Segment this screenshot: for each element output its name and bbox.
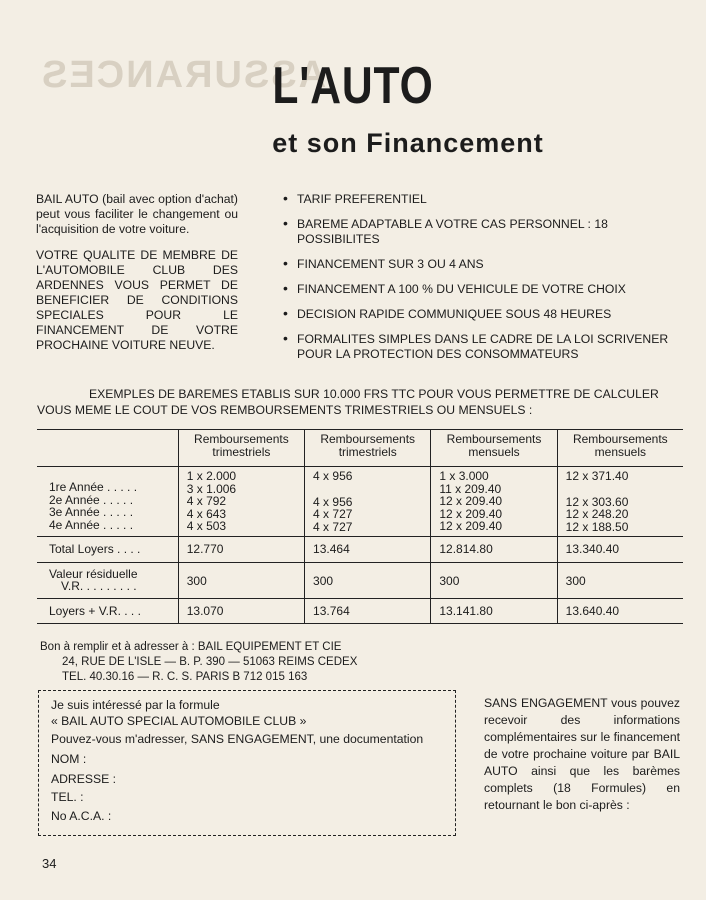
table-cell: 300 [178,562,304,598]
cell-spacer [313,483,422,496]
benefit-item: • FINANCEMENT A 100 % DU VEHICULE DE VOTRE CHOIX [283,282,678,297]
table-cell: 13.070 [178,598,304,624]
table-row [37,467,683,537]
benefit-item: • TARIF PREFERENTIEL [283,192,678,207]
table-cell: 300 [305,562,431,598]
table-header-cell: Remboursements trimestriels [305,430,431,467]
table-cell: 12.814.80 [431,537,557,563]
side-note: SANS ENGAGEMENT vous pouvez recevoir des informations complémentaires sur le financement de votre prochaine voiture par BAIL AUTO ainsi que les barèmes complets (18 Formules) en retournant le bon ci-après : [484,696,680,812]
phone-field[interactable]: TEL. : [51,790,84,804]
benefits-list [283,192,678,372]
row-label: Loyers + V.R. . . . [37,598,178,624]
benefit-item: • FORMALITES SIMPLES DANS LE CADRE DE LA LOI SCRIVENER POUR LA PROTECTION DES CONSOMMATEURS [283,332,678,362]
coupon-line: Pouvez-vous m'adresser, SANS ENGAGEMENT, une documentation [51,732,424,746]
cell-line: 12 x 209.40 [439,519,503,533]
cell-line: 4 x 727 [313,507,353,521]
cell-line: 12 x 371.40 [565,469,629,483]
examples-intro [37,386,683,418]
rates-table [37,429,683,624]
cell-line: 4 x 792 [186,494,227,508]
page-title: L'AUTO [272,57,434,115]
year-label: 2e Année . . . . . [49,492,134,507]
table-header-cell [37,430,178,467]
coupon-line: Je suis intéressé par la formule [51,698,220,712]
benefit-item: • FINANCEMENT SUR 3 OU 4 ANS [283,257,678,272]
table-cell: 13.340.40 [557,537,683,563]
page-subtitle: et son Financement [272,128,544,158]
table-cell [178,467,304,537]
intro-paragraph-1: BAIL AUTO (bail avec option d'achat) peut vous faciliter le changement ou l'acquisition de votre voiture. [36,192,238,236]
mailing-address [40,640,357,685]
address-line: 24, RUE DE L'ISLE — B. P. 390 — 51063 REIMS CEDEX [62,656,358,668]
table-cell [431,467,557,537]
row-label: Total Loyers . . . . [37,537,178,563]
table-row [37,562,683,598]
table-header-cell: Remboursements mensuels [431,430,557,467]
examples-line-1: EXEMPLES DE BAREMES ETABLIS SUR 10.000 FRS TTC POUR VOUS PERMETTRE DE CALCULER [89,387,659,401]
benefit-item: • BAREME ADAPTABLE A VOTRE CAS PERSONNEL : 18 POSSIBILITES [283,217,678,247]
cell-line: 12 x 303.60 [565,494,629,509]
address-field[interactable]: ADRESSE : [51,772,117,786]
table-cell: 13.464 [305,537,431,563]
name-field[interactable]: NOM : [51,752,87,766]
table-cell [557,467,683,537]
table-cell: 12.770 [178,537,304,563]
cell-line: 12 x 188.50 [565,519,629,534]
table-cell [305,467,431,537]
cell-line: 1 x 2.000 [186,469,237,483]
cell-line: 4 x 956 [313,494,353,509]
address-line: Bon à remplir et à adresser à : BAIL EQUIPEMENT ET CIE [40,641,342,653]
row-label-line: V.R. . . . . . . . . [61,579,137,593]
cell-line: 1 x 3.000 [439,469,489,483]
page-number: 34 [42,856,57,871]
table-header-cell: Remboursements trimestriels [178,430,304,467]
cell-line: 4 x 727 [313,519,353,534]
table-cell: 13.764 [305,598,431,624]
coupon-line: « BAIL AUTO SPECIAL AUTOMOBILE CLUB » [51,714,307,728]
cell-line: 12 x 248.20 [565,507,629,521]
address-line: TEL. 40.30.16 — R. C. S. PARIS B 712 015 163 [62,671,308,683]
year-label: 1re Année . . . . . [49,480,138,494]
table-header-row [37,430,683,467]
row-label [37,562,178,598]
table-cell: 13.640.40 [557,598,683,624]
years-cell [37,467,178,537]
cell-line: 3 x 1.006 [186,481,237,496]
row-label-line: Valeur résiduelle [49,566,138,581]
cell-line: 12 x 209.40 [439,494,503,508]
member-number-field[interactable]: No A.C.A. : [51,809,112,823]
table-cell: 300 [557,562,683,598]
cell-line: 11 x 209.40 [439,481,502,496]
year-label: 3e Année . . . . . [49,505,134,519]
table-cell: 300 [431,562,557,598]
examples-line-2: VOUS MEME LE COUT DE VOS REMBOURSEMENTS TRIMESTRIELS OU MENSUELS : [37,403,533,417]
cell-line: 4 x 956 [313,469,353,483]
intro-paragraph-2: VOTRE QUALITE DE MEMBRE DE L'AUTOMOBILE CLUB DES ARDENNES VOUS PERMET DE BENEFICIER DE CONDITIONS SPECIALES POUR LE FINANCEMENT DE VOTRE PROCHAINE VOITURE NEUVE. [36,248,238,352]
table-row [37,598,683,624]
reply-coupon [38,690,456,836]
cell-line: 4 x 643 [186,506,227,521]
table-header-cell: Remboursements mensuels [557,430,683,467]
table-cell: 13.141.80 [431,598,557,624]
cell-line: 4 x 503 [186,519,227,533]
intro-text [36,192,238,364]
year-label: 4e Année . . . . . [49,517,134,532]
cell-line: 12 x 209.40 [439,506,503,521]
table-row [37,537,683,563]
show-through-decoration: ASSURANCES [40,54,327,96]
benefit-item: • DECISION RAPIDE COMMUNIQUEE SOUS 48 HEURES [283,307,678,322]
cell-spacer [566,483,675,496]
